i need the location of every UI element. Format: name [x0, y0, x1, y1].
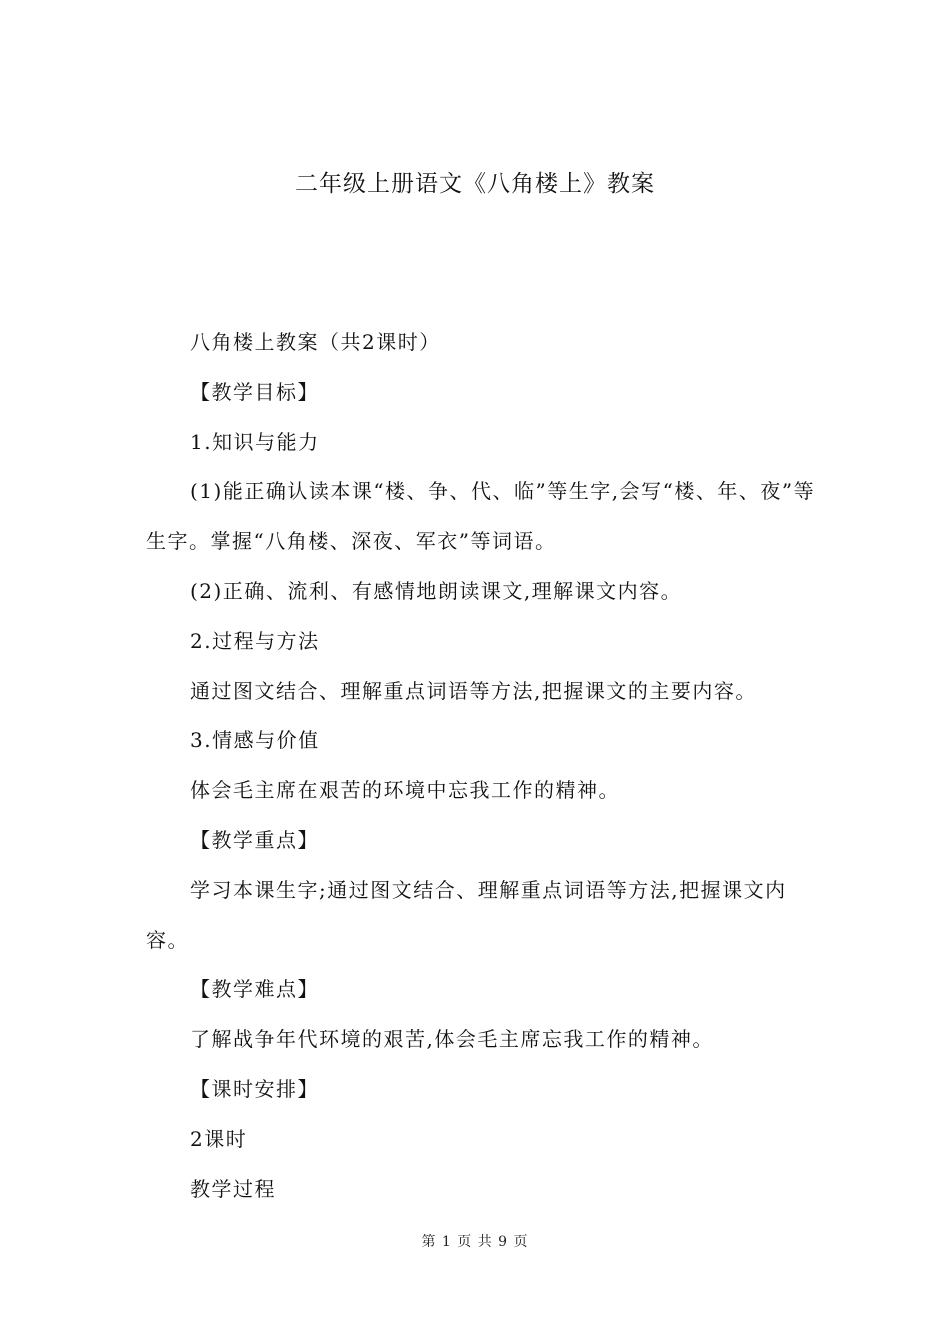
page-title: 二年级上册语文《八角楼上》教案	[295, 171, 655, 197]
subheading-emotion-value: 3.情感与价值	[190, 728, 320, 753]
paragraph-emotion-value: 体会毛主席在艰苦的环境中忘我工作的精神。	[190, 778, 620, 803]
paragraph-goal-1: (1)能正确认读本课“楼、争、代、临”等生字,会写“楼、年、夜”等生字。掌握“八角楼、深夜、军衣”等词语。	[146, 479, 816, 554]
paragraph-lesson-overview: 八角楼上教案（共2课时）	[190, 330, 441, 354]
paragraph-process-method: 通过图文结合、理解重点词语等方法,把握课文的主要内容。	[190, 678, 757, 703]
paragraph-teaching-focus: 学习本课生字;通过图文结合、理解重点词语等方法,把握课文内容。	[146, 877, 787, 952]
page-footer: 第 1 页 共 9 页	[421, 1234, 529, 1250]
heading-teaching-focus: 【教学重点】	[190, 827, 319, 852]
subheading-knowledge-ability: 1.知识与能力	[190, 429, 320, 454]
paragraph-goal-2: (2)正确、流利、有感情地朗读课文,理解课文内容。	[190, 578, 683, 603]
heading-teaching-process: 教学过程	[190, 1176, 276, 1201]
paragraph-schedule: 2课时	[190, 1126, 248, 1151]
paragraph-teaching-difficulty: 了解战争年代环境的艰苦,体会毛主席忘我工作的精神。	[190, 1027, 714, 1052]
document-body	[146, 318, 818, 1214]
heading-schedule: 【课时安排】	[190, 1076, 319, 1101]
subheading-process-method: 2.过程与方法	[190, 628, 320, 653]
heading-teaching-difficulty: 【教学难点】	[190, 977, 319, 1002]
heading-teaching-goals: 【教学目标】	[190, 379, 319, 404]
